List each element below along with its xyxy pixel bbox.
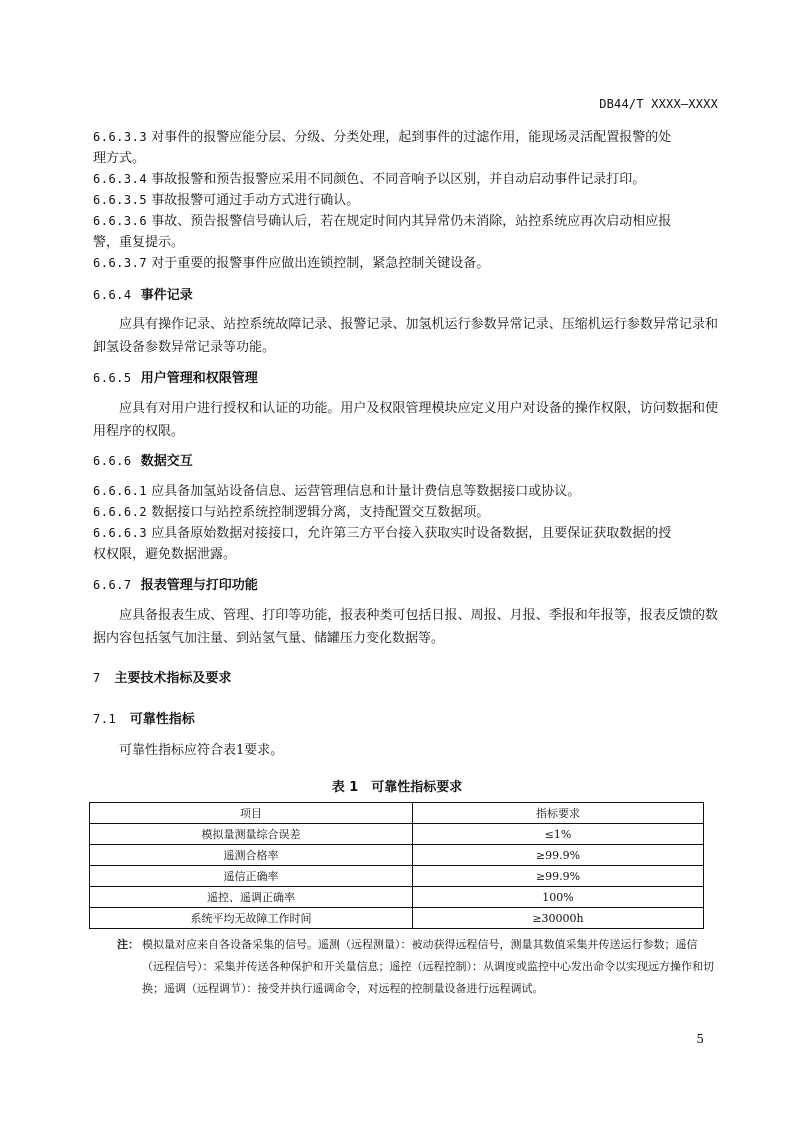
section-heading-7-1 (93, 709, 195, 730)
table-cell-requirement: 100% (413, 887, 704, 908)
clause-6-6-3-7 (93, 253, 718, 274)
table-row (90, 866, 704, 887)
note-label: 注： (117, 938, 139, 951)
section-title: 可靠性指标 (129, 712, 195, 727)
clause-6-6-3-6-cont (93, 232, 718, 253)
clause-6-6-6-3-cont (93, 544, 718, 565)
section-paragraph-6-6-5: 应具有对用户进行授权和认证的功能。用户及权限管理模块应定义用户对设备的操作权限，访问数据和使用程序的权限。 (93, 401, 718, 439)
clause-text: 对于重要的报警事件应做出连锁控制，紧急控制关键设备。 (151, 256, 490, 271)
section-paragraph-6-6-7: 应具备报表生成、管理、打印等功能，报表种类可包括日报、周报、月报、季报和年报等，报表反馈的数据内容包括氢气加注量、到站氢气量、储罐压力变化数据等。 (93, 608, 718, 646)
clause-number: 6.6.6.1 (93, 484, 148, 498)
clause-text: 应具备加氢站设备信息、运营管理信息和计量计费信息等数据接口或协议。 (151, 484, 581, 499)
table-note (117, 934, 718, 1000)
clause-6-6-3-3-cont (93, 148, 718, 169)
clause-number: 6.6.3.6 (93, 214, 148, 228)
note-text: 模拟量对应来自各设备采集的信号。遥测（远程测量）：被动获得远程信号，测量其数值采集并传送运行参数；遥信（远程信号）：采集并传送各种保护和开关量信息；遥控（远程控制）：从调度或监控中心发出命令以实现远方操作和切换；遥调（远程调节）：接受并执行遥调命令，对远程的控制量设备进行远程调试。 (142, 938, 714, 995)
table-row (90, 824, 704, 845)
clause-6-6-3-3 (93, 127, 718, 148)
table-caption: 表 1 可靠性指标要求 (331, 780, 463, 795)
chapter-heading-7 (93, 668, 231, 689)
clause-text: 数据接口与站控系统控制逻辑分离，支持配置交互数据项。 (151, 505, 490, 520)
clause-text: 事故报警可通过手动方式进行确认。 (151, 193, 360, 208)
section-heading-6-6-5 (93, 368, 258, 389)
clause-number: 6.6.6.3 (93, 526, 148, 540)
table-row (90, 845, 704, 866)
table-cell-requirement: ≥30000h (413, 908, 704, 929)
chapter-number: 7 (93, 671, 101, 685)
document-code: DB44/T XXXX—XXXX (599, 97, 718, 111)
section-number: 6.6.6 (93, 454, 132, 468)
clause-6-6-6-2 (93, 502, 718, 523)
clause-text: 事故报警和预告报警应采用不同颜色、不同音响予以区别，并自动启动事件记录打印。 (151, 172, 646, 187)
section-title: 用户管理和权限管理 (140, 371, 258, 386)
clause-text: 理方式。 (93, 151, 146, 166)
section-paragraph-6-6-4: 应具有操作记录、站控系统故障记录、报警记录、加氢机运行参数异常记录、压缩机运行参数异常记录和卸氢设备参数异常记录等功能。 (93, 317, 718, 355)
clause-text: 应具备原始数据对接接口，允许第三方平台接入获取实时设备数据，且要保证获取数据的授 (151, 526, 672, 541)
clause-number: 6.6.3.7 (93, 256, 148, 270)
table-cell-item: 模拟量测量综合误差 (90, 824, 413, 845)
table-header-row (90, 803, 704, 824)
clause-text: 权权限，避免数据泄露。 (93, 547, 237, 562)
section-number: 6.6.4 (93, 288, 132, 302)
table-row (90, 908, 704, 929)
table-row (90, 887, 704, 908)
table-cell-requirement: ≥99.9% (413, 845, 704, 866)
clause-text: 对事件的报警应能分层、分级、分类处理，起到事件的过滤作用，能现场灵活配置报警的处 (151, 130, 672, 145)
section-number: 7.1 (93, 712, 117, 726)
section-number: 6.6.5 (93, 371, 132, 385)
page-number: 5 (696, 1032, 704, 1046)
table-cell-item: 遥控、遥调正确率 (90, 887, 413, 908)
section-title: 报表管理与打印功能 (140, 578, 258, 593)
table-cell-item: 系统平均无故障工作时间 (90, 908, 413, 929)
section-title: 数据交互 (140, 454, 193, 469)
section-number: 6.6.7 (93, 578, 132, 592)
clause-text: 警，重复提示。 (93, 235, 185, 250)
clause-6-6-3-5 (93, 190, 718, 211)
table-header-cell: 项目 (90, 803, 413, 824)
clause-text: 事故、预告报警信号确认后，若在规定时间内其异常仍未消除，站控系统应再次启动相应报 (151, 214, 672, 229)
table-cell-item: 遥测合格率 (90, 845, 413, 866)
section-paragraph-7-1: 可靠性指标应符合表1要求。 (119, 743, 284, 758)
clause-6-6-6-1 (93, 481, 718, 502)
section-heading-6-6-6 (93, 451, 193, 472)
table-cell-requirement: ≥99.9% (413, 866, 704, 887)
clause-6-6-3-4 (93, 169, 718, 190)
clause-6-6-6-3 (93, 523, 718, 544)
reliability-table (89, 802, 704, 929)
clause-number: 6.6.6.2 (93, 505, 148, 519)
clause-number: 6.6.3.4 (93, 172, 148, 186)
clause-number: 6.6.3.3 (93, 130, 148, 144)
clause-number: 6.6.3.5 (93, 193, 148, 207)
clause-6-6-3-6 (93, 211, 718, 232)
section-heading-6-6-7 (93, 575, 258, 596)
chapter-title: 主要技术指标及要求 (114, 671, 232, 686)
table-header-cell: 指标要求 (413, 803, 704, 824)
table-cell-requirement: ≤1% (413, 824, 704, 845)
section-title: 事件记录 (140, 288, 193, 303)
section-heading-6-6-4 (93, 285, 193, 306)
table-cell-item: 遥信正确率 (90, 866, 413, 887)
